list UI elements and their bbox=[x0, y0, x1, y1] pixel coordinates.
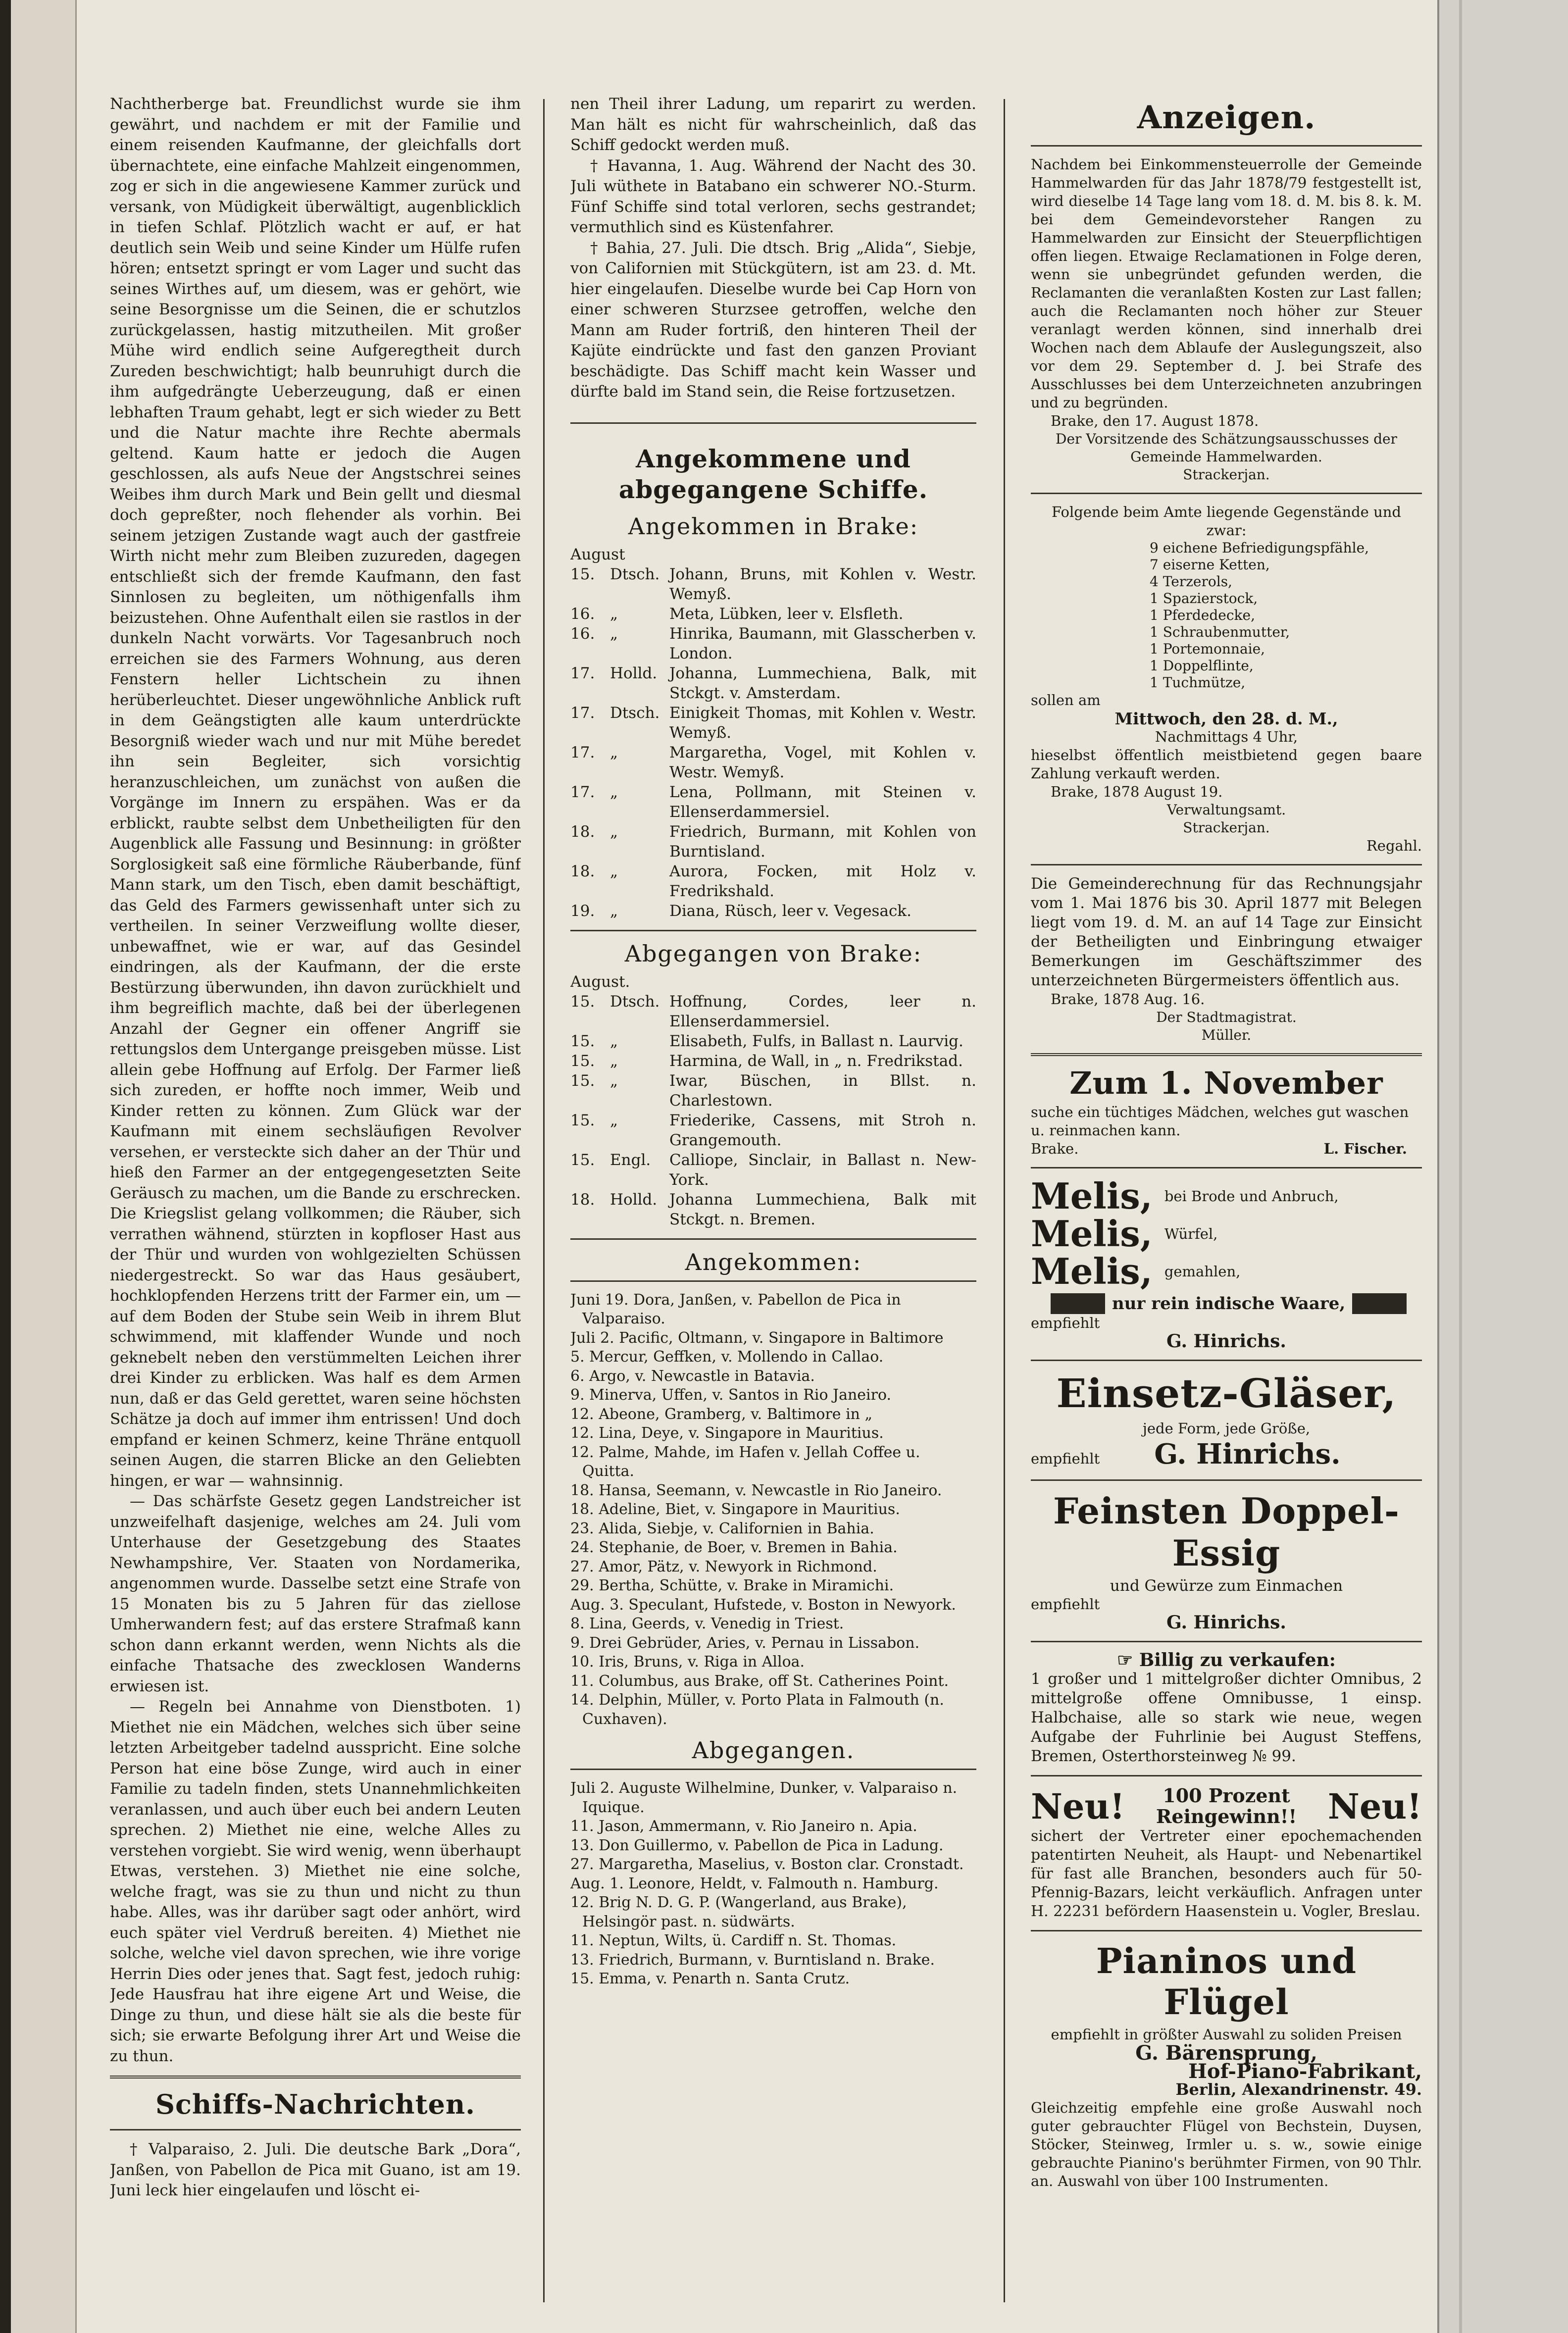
ship-day: 15. bbox=[570, 1071, 595, 1090]
ad-vinegar-title: Feinsten Doppel-Essig bbox=[1053, 1490, 1400, 1574]
ship-flag: „ bbox=[610, 783, 618, 801]
arrived-brake-list bbox=[570, 564, 976, 921]
ship-text: Harmina, de Wall, in „ n. Fredrikstad. bbox=[669, 1052, 963, 1070]
ship-entry: 9. Drei Gebrüder, Aries, v. Pernau in Lissabon. bbox=[570, 1634, 920, 1652]
divider bbox=[1031, 1360, 1422, 1361]
ad-jars-signature: G. Hinrichs. bbox=[1154, 1438, 1341, 1471]
ship-entry: Aug. 3. Speculant, Hufstede, v. Boston in Newyork. bbox=[570, 1596, 956, 1614]
ship-flag: Dtsch. bbox=[610, 704, 660, 722]
ad-pianos-title: Pianinos und Flügel bbox=[1096, 1940, 1357, 2023]
ship-text: Johanna Lummechiena, Balk mit Stckgt. n. Bremen. bbox=[669, 1190, 976, 1228]
ad-profit-text: sichert der Vertreter einer epochemachenden patentirten Neuheit, als Haupt- und Nebenartikel für fast alle Branchen, besonders auch für 50-Pfennig-Bazars, leicht verkäuflich. Anfragen unter H. 22231 befördern Haasenstein u. Vogler, Breslau. bbox=[1031, 1827, 1422, 1920]
ad-pianos-firm: G. Bärensprung, bbox=[1135, 2041, 1317, 2065]
ad-maid-place: Brake. bbox=[1031, 1140, 1079, 1157]
ship-entry: 10. Iris, Bruns, v. Riga in Alloa. bbox=[570, 1653, 805, 1671]
ad-auction-intro: Folgende beim Amte liegende Gegenstände und zwar: bbox=[1052, 504, 1401, 539]
ship-entry: 18. Hansa, Seemann, v. Newcastle in Rio Janeiro. bbox=[570, 1481, 942, 1499]
ship-entry: 11. Columbus, aus Brake, off St. Catherines Point. bbox=[570, 1672, 949, 1690]
ad-sugar-tagline: nur rein indische Waare, bbox=[1112, 1293, 1346, 1314]
ship-text: Aurora, Focken, mit Holz v. Fredrikshald. bbox=[669, 862, 976, 900]
arrived-list bbox=[570, 1291, 976, 1729]
ad-sugar-variant: Würfel, bbox=[1164, 1225, 1218, 1242]
divider bbox=[570, 1238, 976, 1240]
ad-auction-signature-name: Strackerjan. bbox=[1183, 819, 1270, 836]
ad-omnibus-title bbox=[1031, 1651, 1422, 1670]
ship-flag: Dtsch. bbox=[610, 565, 660, 583]
facing-page-margin bbox=[11, 0, 77, 2333]
ship-day: 17. bbox=[570, 783, 595, 801]
ad-pianos-text2: Gleichzeitig empfehle eine große Auswahl noch guter gebrauchter Flügel von Bechstein, Duysen, Stöcker, Steinweg, Irmler u. s. w., sowie einige gebrauchte Pianino's berühmter Firmen, von 90 Thlr. an. Auswahl von über 100 Instrumenten. bbox=[1031, 2099, 1422, 2189]
ship-flag: „ bbox=[610, 1052, 618, 1070]
ship-flag: „ bbox=[610, 1032, 618, 1050]
ad-pianos-text: empfiehlt in größter Auswahl zu soliden Preisen bbox=[1051, 2026, 1402, 2043]
departed-brake-list bbox=[570, 992, 976, 1229]
divider bbox=[570, 930, 976, 931]
ship-day: 15. bbox=[570, 1111, 595, 1129]
news-paragraph: † Bahia, 27. Juli. Die dtsch. Brig „Alida“, Siebje, von Californien mit Stückgütern, ist am 23. d. Mt. hier eingelaufen. Dieselbe wurde bei Cap Horn von einer schweren Sturzsee getroffen, welche den Mann am Ruder fortriß, den hinteren Theil der Kajüte eindrückte und fast den ganzen Proviant beschädigte. Das Schiff macht kein Wasser und dürfte bald im Stand sein, die Reise fortzusetzen. bbox=[570, 239, 976, 401]
page-edge-stack bbox=[1437, 0, 1568, 2333]
ad-jars-text: jede Form, jede Größe, bbox=[1142, 1420, 1311, 1437]
ship-entry: 24. Stephanie, de Boer, v. Bremen in Bahia. bbox=[570, 1539, 898, 1556]
ship-entry: 13. Don Guillermo, v. Pabellon de Pica in Ladung. bbox=[570, 1836, 944, 1854]
ship-flag: „ bbox=[610, 624, 618, 643]
ship-entry: 11. Jason, Ammermann, v. Rio Janeiro n. Apia. bbox=[570, 1818, 917, 1835]
ad-vinegar-recommend: empfiehlt bbox=[1031, 1596, 1100, 1613]
ship-flag: Holld. bbox=[610, 1190, 658, 1209]
ad-tax-notice-date: Brake, den 17. August 1878. bbox=[1051, 412, 1259, 429]
ship-flag: Dtsch. bbox=[610, 992, 660, 1011]
ship-flag: „ bbox=[610, 1111, 618, 1129]
ship-flag: „ bbox=[610, 862, 618, 880]
news-paragraph: — Regeln bei Annahme von Dienstboten. 1) Miethet nie ein Mädchen, welches sich über seine letzten Arbeitgeber tadelnd ausspricht. Eine solche Person hat eine böse Zunge, wird auch in einer Familie zu tadeln finden, stets Unannehmlichkeiten veranlassen, und auch über euch bei andern Leuten sprechen. 2) Miethet nie eine, welche Alles zu verstehen vorgiebt. Sie wird wenig, wenn überhaupt Etwas, verstehen. 3) Miethet nie eine solche, welche fragt, was sie zu thun und nicht zu thun habe. Alles, was ihr darüber sagt oder anhört, wird euch später viel Verdruß bereiten. 4) Miethet nie solche, welche viel davon sprechen, wie ihre vorige Herrin Dies oder jenes that. Sagt fest, jedoch ruhig: Jede Hausfrau hat ihre eigene Art und Weise, die Dinge zu thun, und diese hält sie als die beste für sich; sie erwarte Befolgung ihrer Art und Weise die zu thun. bbox=[110, 1698, 521, 2065]
news-paragraph: — Das schärfste Gesetz gegen Landstreicher ist unzweifelhaft dasjenige, welches am 24. Juli vom Unterhause der Gesetzgebung des Staates Newhampshire, Ver. Staaten von Nordamerika, angenommen wurde. Dasselbe setzt eine Strafe von 15 Monaten bis zu 5 Jahren für das ziellose Umherwandern fest; auf das erstere Strafmaß kann schon dann erkannt werden, wenn Nichts als die einfache Thatsache des zwecklosen Wanderns erwiesen ist. bbox=[110, 1492, 521, 1695]
ad-sugar-row bbox=[1031, 1250, 1422, 1292]
ad-jars-title: Einsetz-Gläser, bbox=[1056, 1370, 1397, 1417]
ornament-bar bbox=[1051, 1293, 1105, 1314]
month-label: August bbox=[570, 545, 625, 563]
divider bbox=[1031, 1167, 1422, 1168]
ship-entry: Juli 2. Auguste Wilhelmine, Dunker, v. Valparaiso n. Iquique. bbox=[570, 1779, 958, 1816]
ad-tax-notice-text: Nachdem bei Einkommensteuerrolle der Gemeinde Hammelwarden für das Jahr 1878/79 festgestellt ist, wird dieselbe 14 Tage lang vom 18. d. M. bis 8. k. M. bei dem Gemeindevorsteher Rangen zu Hammelwarden zur Einsicht der Steuerpflichtigen offen liegen. Etwaige Reclamationen in Folge deren, wenn sie unbegründet gefunden werden, die Reclamanten die veranlaßten Kosten zur Last fallen; auch die Reclamanten noch höher zur Steuer veranlagt werden können, sind innerhalb drei Wochen nach dem Ablaufe der Auslegungszeit, also vor dem 29. September d. J. bei Strafe des Ausschlusses bei dem Unterzeichneten anzubringen und zu begründen. bbox=[1031, 156, 1422, 411]
ad-maid-signature: L. Fischer. bbox=[1323, 1140, 1407, 1157]
ad-sugar-signature: G. Hinrichs. bbox=[1166, 1331, 1286, 1352]
section-title-ships: Angekommene und abgegangene Schiffe. bbox=[618, 444, 928, 504]
ship-day: 17. bbox=[570, 743, 595, 761]
ship-entry: 27. Amor, Pätz, v. Newyork in Richmond. bbox=[570, 1558, 877, 1575]
ship-row bbox=[570, 1031, 976, 1051]
ship-entry: 12. Palme, Mahde, im Hafen v. Jellah Coffee u. Quitta. bbox=[570, 1443, 920, 1480]
ship-day: 15. bbox=[570, 1052, 595, 1070]
ship-row bbox=[570, 862, 976, 901]
ship-entry: 15. Emma, v. Penarth n. Santa Crutz. bbox=[570, 1970, 850, 1987]
ad-profit-title-row bbox=[1031, 1785, 1422, 1827]
ship-day: 16. bbox=[570, 605, 595, 623]
divider bbox=[570, 422, 976, 424]
ad-auction-time: Nachmittags 4 Uhr, bbox=[1155, 728, 1298, 745]
auction-item: 1 Doppelflinte, bbox=[1150, 658, 1254, 674]
ship-entry: 13. Friedrich, Burmann, v. Burntisland n. Brake. bbox=[570, 1951, 935, 1969]
ship-text: Elisabeth, Fulfs, in Ballast n. Laurvig. bbox=[669, 1032, 963, 1050]
ad-auction-sollen: sollen am bbox=[1031, 692, 1101, 709]
ship-entry: 18. Adeline, Biet, v. Singapore in Mauritius. bbox=[570, 1501, 900, 1518]
ad-jars-footer bbox=[1031, 1438, 1422, 1471]
divider bbox=[570, 1280, 976, 1282]
ship-flag: Holld. bbox=[610, 664, 658, 682]
divider bbox=[570, 1769, 976, 1770]
divider bbox=[1031, 1775, 1422, 1776]
ad-sugar-tagline-row bbox=[1051, 1293, 1422, 1314]
ad-pianos-firm-title: Hof-Piano-Fabrikant, bbox=[1188, 2060, 1422, 2083]
ship-flag: „ bbox=[610, 902, 618, 920]
ship-day: 18. bbox=[570, 862, 595, 880]
ad-sugar-row bbox=[1031, 1215, 1422, 1253]
ad-jars-recommend: empfiehlt bbox=[1031, 1450, 1100, 1467]
ship-entry: 29. Bertha, Schütte, v. Brake in Miramichi. bbox=[570, 1577, 894, 1594]
auction-item: 1 Portemonnaie, bbox=[1150, 641, 1265, 657]
ad-tax-notice-signature-name: Strackerjan. bbox=[1183, 466, 1270, 483]
ship-entry: 6. Argo, v. Newcastle in Batavia. bbox=[570, 1367, 815, 1385]
auction-item: 4 Terzerols, bbox=[1150, 573, 1232, 590]
column-rule bbox=[543, 99, 545, 2302]
ship-entry: Juli 2. Pacific, Oltmann, v. Singapore in Baltimore bbox=[570, 1329, 944, 1347]
ship-text: Margaretha, Vogel, mit Kohlen v. Westr. Wemyß. bbox=[669, 743, 976, 781]
ship-row bbox=[570, 624, 976, 663]
ship-row bbox=[570, 901, 976, 921]
ad-accounts-text: Die Gemeinderechnung für das Rechnungsjahr vom 1. Mai 1876 bis 30. April 1877 mit Belegen liegt vom 19. d. M. an auf 14 Tage zur Einsicht der Betheiligten und Einbringung etwaiger Bemerkungen im Geschäftszimmer des unterzeichneten Bürgermeisters öffentlich aus. bbox=[1031, 875, 1422, 989]
ship-day: 15. bbox=[570, 992, 595, 1011]
ship-entry: 11. Neptun, Wilts, ü. Cardiff n. St. Thomas. bbox=[570, 1932, 897, 1949]
ad-vinegar-text: und Gewürze zum Einmachen bbox=[1110, 1577, 1343, 1595]
ship-day: 16. bbox=[570, 624, 595, 643]
divider bbox=[1031, 1479, 1422, 1481]
month-label: August. bbox=[570, 972, 630, 991]
ad-profit-title-left: Neu! bbox=[1031, 1785, 1125, 1827]
ad-sugar-variant: bei Brode und Anbruch, bbox=[1164, 1187, 1339, 1205]
ship-text: Einigkeit Thomas, mit Kohlen v. Westr. Wemyß. bbox=[669, 704, 976, 742]
ship-text: Calliope, Sinclair, in Ballast n. New-York. bbox=[669, 1151, 976, 1189]
ship-flag: „ bbox=[610, 1071, 618, 1090]
ship-text: Johanna, Lummechiena, Balk, mit Stckgt. v. Amsterdam. bbox=[669, 664, 976, 702]
section-title-shipping-news: Schiffs-Nachrichten. bbox=[155, 2088, 475, 2120]
ship-row bbox=[570, 663, 976, 703]
column-rule bbox=[1004, 99, 1005, 2302]
ship-row bbox=[570, 604, 976, 624]
ad-sugar-word: Melis, bbox=[1031, 1175, 1153, 1217]
ship-entry: 12. Lina, Deye, v. Singapore in Mauritius. bbox=[570, 1424, 884, 1442]
heading-departed: Abgegangen. bbox=[692, 1737, 855, 1764]
ship-row bbox=[570, 822, 976, 862]
divider bbox=[1031, 493, 1422, 494]
ship-day: 17. bbox=[570, 704, 595, 722]
column-3 bbox=[1031, 94, 1422, 2190]
ship-day: 15. bbox=[570, 565, 595, 583]
ship-day: 18. bbox=[570, 822, 595, 841]
ship-entry: 14. Delphin, Müller, v. Porto Plata in Falmouth (n. Cuxhaven). bbox=[570, 1691, 944, 1728]
ad-maid-footer bbox=[1031, 1140, 1422, 1158]
ship-text: Hoffnung, Cordes, leer n. Ellenserdammersiel. bbox=[669, 992, 976, 1030]
divider bbox=[110, 2129, 521, 2130]
auction-item-list bbox=[1031, 540, 1422, 691]
ship-entry: 12. Brig N. D. G. P. (Wangerland, aus Brake), Helsingör past. n. südwärts. bbox=[570, 1894, 907, 1930]
ship-entry: 5. Mercur, Geffken, v. Mollendo in Callao. bbox=[570, 1348, 884, 1366]
departed-list bbox=[570, 1779, 976, 1989]
hand-pointer-icon: ☞ bbox=[1117, 1650, 1139, 1671]
ship-text: Iwar, Büschen, in Bllst. n. Charlestown. bbox=[669, 1071, 976, 1110]
ad-omnibus-title-text: Billig zu verkaufen: bbox=[1139, 1650, 1336, 1671]
ship-text: Johann, Bruns, mit Kohlen v. Westr. Wemyß. bbox=[669, 565, 976, 603]
ship-row bbox=[570, 992, 976, 1031]
ship-row bbox=[570, 782, 976, 822]
ship-text: Friedrich, Burmann, mit Kohlen von Burntisland. bbox=[669, 822, 976, 861]
ad-accounts-signature: Der Stadtmagistrat. bbox=[1156, 1009, 1297, 1025]
ad-pianos-address: Berlin, Alexandrinenstr. 49. bbox=[1175, 2080, 1422, 2099]
ad-sugar-recommend: empfiehlt bbox=[1031, 1315, 1100, 1331]
heading-arrived: Angekommen: bbox=[685, 1248, 862, 1275]
ship-day: 19. bbox=[570, 902, 595, 920]
ad-auction-place-date: Brake, 1878 August 19. bbox=[1051, 783, 1223, 800]
ship-day: 15. bbox=[570, 1032, 595, 1050]
story-paragraph: Nachtherberge bat. Freundlichst wurde sie ihm gewährt, und nachdem er mit der Familie und einem reisenden Kaufmanne, der gleichfalls dort übernachtete, eine einfache Mahlzeit eingenommen, zog er sich in die angewiesene Kammer zurück und versank, von Müdigkeit überwältigt, augenblicklich in tiefen Schlaf. Plötzlich wacht er auf, er hat deutlich sein Weib und seine Kinder um Hülfe rufen hören; entsetzt springt er vom Lager und sucht das seines Wirthes auf, um diesem, was er gehört, wie seine Besorgnisse um die Seinen, die er schutzlos zurückgelassen, hastig mitzutheilen. Mit großer Mühe wird endlich seine Aufgeregtheit durch Zureden beschwichtigt; halb beunruhigt durch die ihm aufgedrängte Ueberzeugung, daß er einen lebhaften Traum gehabt, legt er sich wieder zu Bett und die Natur machte ihre Rechte abermals geltend. Kaum hatte er jedoch die Augen geschlossen, als aufs Neue der Angstschrei seines Weibes ihm durch Mark und Bein gellt und diesmal doch gepreßter, noch flehender als vorhin. Bei seinem jetzigen Zustande wagt auch der gastfreie Wirth nicht mehr zum Bleiben zuzureden, dagegen entschließt sich der fremde Kaufmann, den fast Sinnlosen zu begleiten, um nöthigenfalls ihm beizustehen. Ohne Aufenthalt eilen sie rastlos in der dunkeln Nacht vorwärts. Vor Tagesanbruch noch erreichen sie des Farmers Wohnung, aus deren Fenstern heller Lichtschein zu ihnen herüberleuchtet. Dieser ungewöhnliche Anblick ruft in dem Geängstigten alle kaum unterdrückte Besorgniß wieder wach und nur mit Mühe beredet ihn sein Begleiter, sich vorsichtig heranzuschleichen, um zunächst von außen die Vorgänge im Innern zu erspähen. Was er da erblickt, raubte selbst dem Unbetheiligten für den Augenblick alle Fassung und Besinnung: in größter Sorglosigkeit saß eine förmliche Räuberbande, fünf Mann stark, um den Tisch, eben damit beschäftigt, das Geld des Farmers gewissenhaft unter sich zu vertheilen. In seiner Verzweiflung wollte dieser, unbewaffnet, wie er war, auf das Gesindel eindringen, als der Kaufmann, der die erste Bestürzung überwunden, ihn davon zurückhielt und ihm begreiflich machte, daß bei der überlegenen Anzahl der Gegner ein offener Angriff sie rettungslos dem Untergange preisgeben müsse. List allein gebe Hoffnung auf Erfolg. Der Farmer ließ sich zureden, er hoffte noch immer, Weib und Kinder retten zu können. Zum Glück war der Kaufmann mit einem sechsläufigen Revolver versehen, er versteckte sich daher an der Thür und hieß den Farmer an der entgegengesetzten Seite Geräusch zu machen, um die Bande zu erschrecken. Die Kriegslist gelang vollkommen; die Räuber, sich verrathen wähnend, stürzten in kopfloser Hast aus der Thür und wurden von wohlgezielten Schüssen niedergestreckt. So war das Haus gesäubert, hochklopfenden Herzens tritt der Farmer ein, um — auf dem Boden der Stube sein Weib in ihrem Blut schwimmend, mit klaffender Wunde und noch geknebelt neben den verstümmelten Leichen ihrer drei Kinder zu erblicken. Was half es dem Armen nun, daß er das Geld gerettet, waren seine höchsten Schätze ja doch auf immer ihm entrissen! Und doch empfand er keinen Schmerz, keine Thräne entquoll seinen Augen, die starren Blicke an den Geliebten hingen, er war — wahnsinnig. bbox=[110, 95, 521, 1490]
news-paragraph: † Valparaiso, 2. Juli. Die deutsche Bark „Dora“, Janßen, von Pabellon de Pica mit Guano, ist am 19. Juni leck hier eingelaufen und löscht ei- bbox=[110, 2140, 521, 2199]
ad-vinegar-signature: G. Hinrichs. bbox=[1166, 1612, 1286, 1633]
ad-maid-title: Zum 1. November bbox=[1069, 1065, 1383, 1101]
ship-entry: 9. Minerva, Uffen, v. Santos in Rio Janeiro. bbox=[570, 1386, 892, 1404]
ship-day: 15. bbox=[570, 1151, 595, 1169]
ship-text: Meta, Lübken, leer v. Elsfleth. bbox=[669, 605, 904, 623]
ship-day: 18. bbox=[570, 1190, 595, 1209]
divider bbox=[1031, 864, 1422, 865]
ship-entry: 27. Margaretha, Maselius, v. Boston clar. Cronstadt. bbox=[570, 1856, 964, 1873]
ad-omnibus-text: 1 großer und 1 mittelgroßer dichter Omnibus, 2 mittelgroße offene Omnibusse, 1 einsp. Halbchaise, alle so stark wie neue, wegen Aufgabe der Fuhrlinie bei August Steffens, Bremen, Osterthorsteinweg № 99. bbox=[1031, 1670, 1422, 1765]
ad-sugar-word: Melis, bbox=[1031, 1213, 1153, 1255]
ship-day: 17. bbox=[570, 664, 595, 682]
auction-item: 9 eichene Befriedigungspfähle, bbox=[1150, 540, 1369, 556]
news-paragraph: † Havanna, 1. Aug. Während der Nacht des 30. Juli wüthete in Batabano ein schwerer NO.-Sturm. Fünf Schiffe sind total verloren, sechs gestrandet; vermuthlich sind es Küstenfahrer. bbox=[570, 156, 976, 236]
ship-row bbox=[570, 1071, 976, 1111]
ad-auction-date: Mittwoch, den 28. d. M., bbox=[1114, 709, 1338, 728]
ship-entry: Aug. 1. Leonore, Heldt, v. Falmouth n. Hamburg. bbox=[570, 1875, 939, 1892]
divider bbox=[1031, 1930, 1422, 1931]
adverts-title: Anzeigen. bbox=[1137, 99, 1316, 136]
ad-sugar-word: Melis, bbox=[1031, 1250, 1153, 1292]
ship-entry: Juni 19. Dora, Janßen, v. Pabellon de Pica in Valparaiso. bbox=[570, 1291, 901, 1327]
heading-arrived-brake: Angekommen in Brake: bbox=[628, 512, 919, 540]
ad-profit-title-middle: 100 Prozent Reingewinn!! bbox=[1156, 1784, 1297, 1827]
column-2 bbox=[570, 94, 976, 1989]
divider bbox=[110, 2076, 521, 2079]
auction-item: 1 Spazierstock, bbox=[1150, 590, 1258, 607]
ship-text: Lena, Pollmann, mit Steinen v. Ellenserdammersiel. bbox=[669, 783, 976, 821]
ship-entry: 8. Lina, Geerds, v. Venedig in Triest. bbox=[570, 1615, 844, 1632]
auction-item: 1 Pferdedecke, bbox=[1150, 607, 1255, 623]
ship-text: Hinrika, Baumann, mit Glasscherben v. London. bbox=[669, 624, 976, 662]
ad-auction-signature: Verwaltungsamt. bbox=[1166, 802, 1286, 818]
ship-row bbox=[570, 1150, 976, 1190]
ad-auction-text: hieselbst öffentlich meistbietend gegen baare Zahlung verkauft werden. bbox=[1031, 747, 1422, 782]
ad-accounts-date: Brake, 1878 Aug. 16. bbox=[1051, 991, 1205, 1008]
divider bbox=[1031, 1641, 1422, 1642]
newspaper-page bbox=[75, 0, 1439, 2333]
auction-item: 1 Tuchmütze, bbox=[1150, 674, 1246, 691]
heading-departed-brake: Abgegangen von Brake: bbox=[624, 940, 922, 967]
ship-row bbox=[570, 1111, 976, 1150]
book-spine-edge bbox=[0, 0, 11, 2333]
ship-flag: „ bbox=[610, 822, 618, 841]
ad-maid-text: suche ein tüchtiges Mädchen, welches gut waschen u. reinmachen kann. bbox=[1031, 1104, 1409, 1139]
ad-tax-notice-signature: Der Vorsitzende des Schätzungsausschusses der Gemeinde Hammelwarden. bbox=[1056, 431, 1397, 465]
ship-flag: „ bbox=[610, 605, 618, 623]
ad-accounts-signature-name: Müller. bbox=[1201, 1027, 1252, 1043]
ad-profit-title-right: Neu! bbox=[1327, 1785, 1422, 1827]
auction-item: 1 Schraubenmutter, bbox=[1150, 624, 1290, 640]
ship-entry: 12. Abeone, Gramberg, v. Baltimore in „ bbox=[570, 1405, 873, 1423]
ship-row bbox=[570, 1190, 976, 1229]
ship-entry: 23. Alida, Siebje, v. Californien in Bahia. bbox=[570, 1520, 874, 1537]
ship-row bbox=[570, 564, 976, 604]
auction-item: 7 eiserne Ketten, bbox=[1150, 557, 1270, 573]
divider bbox=[1031, 145, 1422, 147]
column-1 bbox=[110, 94, 521, 2201]
ship-flag: Engl. bbox=[610, 1151, 651, 1169]
ad-sugar-row bbox=[1031, 1177, 1422, 1215]
ship-row bbox=[570, 703, 976, 743]
ornament-bar bbox=[1352, 1293, 1407, 1314]
ship-text: Friederike, Cassens, mit Stroh n. Grangemouth. bbox=[669, 1111, 976, 1149]
news-paragraph: nen Theil ihrer Ladung, um reparirt zu werden. Man hält es nicht für wahrscheinlich, daß das Schiff gedockt werden muß. bbox=[570, 95, 976, 154]
divider bbox=[1031, 1053, 1422, 1056]
ad-sugar-variant: gemahlen, bbox=[1164, 1263, 1241, 1280]
ship-row bbox=[570, 1051, 976, 1071]
ship-flag: „ bbox=[610, 743, 618, 761]
ship-row bbox=[570, 743, 976, 782]
ship-text: Diana, Rüsch, leer v. Vegesack. bbox=[669, 902, 911, 920]
ad-sugar-block bbox=[1031, 1177, 1422, 1290]
ad-auction-signature-clerk: Regahl. bbox=[1366, 837, 1422, 854]
